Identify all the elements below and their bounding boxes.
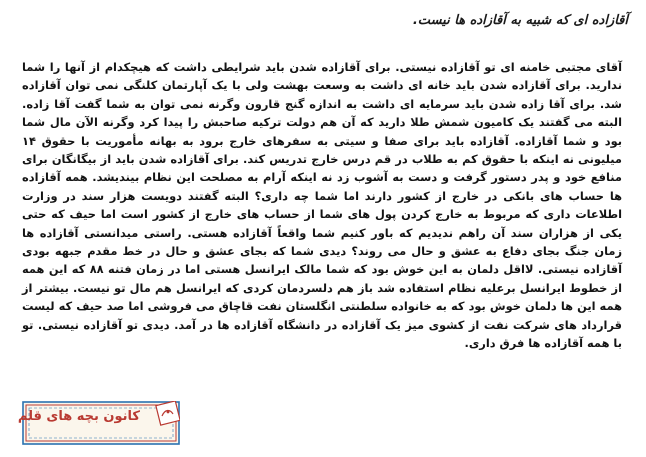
stamp-emblem: [156, 401, 180, 425]
article-body: آقای مجتبی خامنه ای تو آقازاده نیستی. برای آقازاده شدن باید شرایطی داشت که هیچکدام از آنها را شما ندارید. برای آقازاده شدن باید خانه ای داشت به وسعت بهشت ولی با یک آپارتمان کلنگی نمی توان آقازاده شد. برای آقا زاده شدن باید سرمایه ای داشت به اندازه گنج قارون وگرنه نمی توان به شما گفت آقا زاده. البته می گفتند یک کامیون شمش طلا دارید که آن هم دولت ترکیه صاحبش را پیدا کرد وگرنه الآن مال شما بود و شما آقازاده. آقازاده باید برای صفا و سیتی به سفرهای خارج برود به بهانه مأموریت با حقوق ۱۴ میلیونی نه اینکه با حقوق کم به طلاب در قم درس خارج تدریس کند. برای آقازاده شدن باید از بیگانگان برای منافع خود و پدر دستور گرفت و دست به آشوب زد نه اینکه آرام به مصلحت این نظام بیندیشد. همه آقازاده ها حساب های بانکی در خارج از کشور دارند اما شما چه داری؟ البته گفتند دویست هزار سند در وزارت اطلاعات داری که مربوط به خارج کردن پول های شما از حساب های خارج از کشور است اما حیف که حتی یکی از هزاران سند آن راهم ندیدیم که باور کنیم شما واقعاً آقازاده هستی. راستی میدانستی آقازاده ها زمان جنگ بجای دفاع به عشق و حال می روند؟ دیدی شما که بجای عشق و حال در خط مقدم جبهه بودی آقازاده نیستی. لااقل دلمان به این خوش بود که شما مالک ایرانسل هستی اما در زمان فتنه ۸۸ که این همه از خطوط ایرانسل برعلیه نظام استفاده شد باز هم دلسردمان کردی که ایرانسل هم مال تو نیست. بیشتر از همه این ها دلمان خوش بود که به خانواده سلطنتی انگلستان نفت قاچاق می فروشی اما صد حیف که لیست قرارداد های شرکت نفت از کشوی میز یک آقازاده در دانشگاه آقازاده ها در آمد. دیدی تو آقازاده نیستی. تو با همه آقازاده ها فرق داری.: [22, 60, 622, 351]
stamp-name: کانون بچه های قلم: [17, 409, 140, 424]
article-title: آقازاده ای که شبیه به آقازاده ها نیست.: [412, 13, 628, 28]
